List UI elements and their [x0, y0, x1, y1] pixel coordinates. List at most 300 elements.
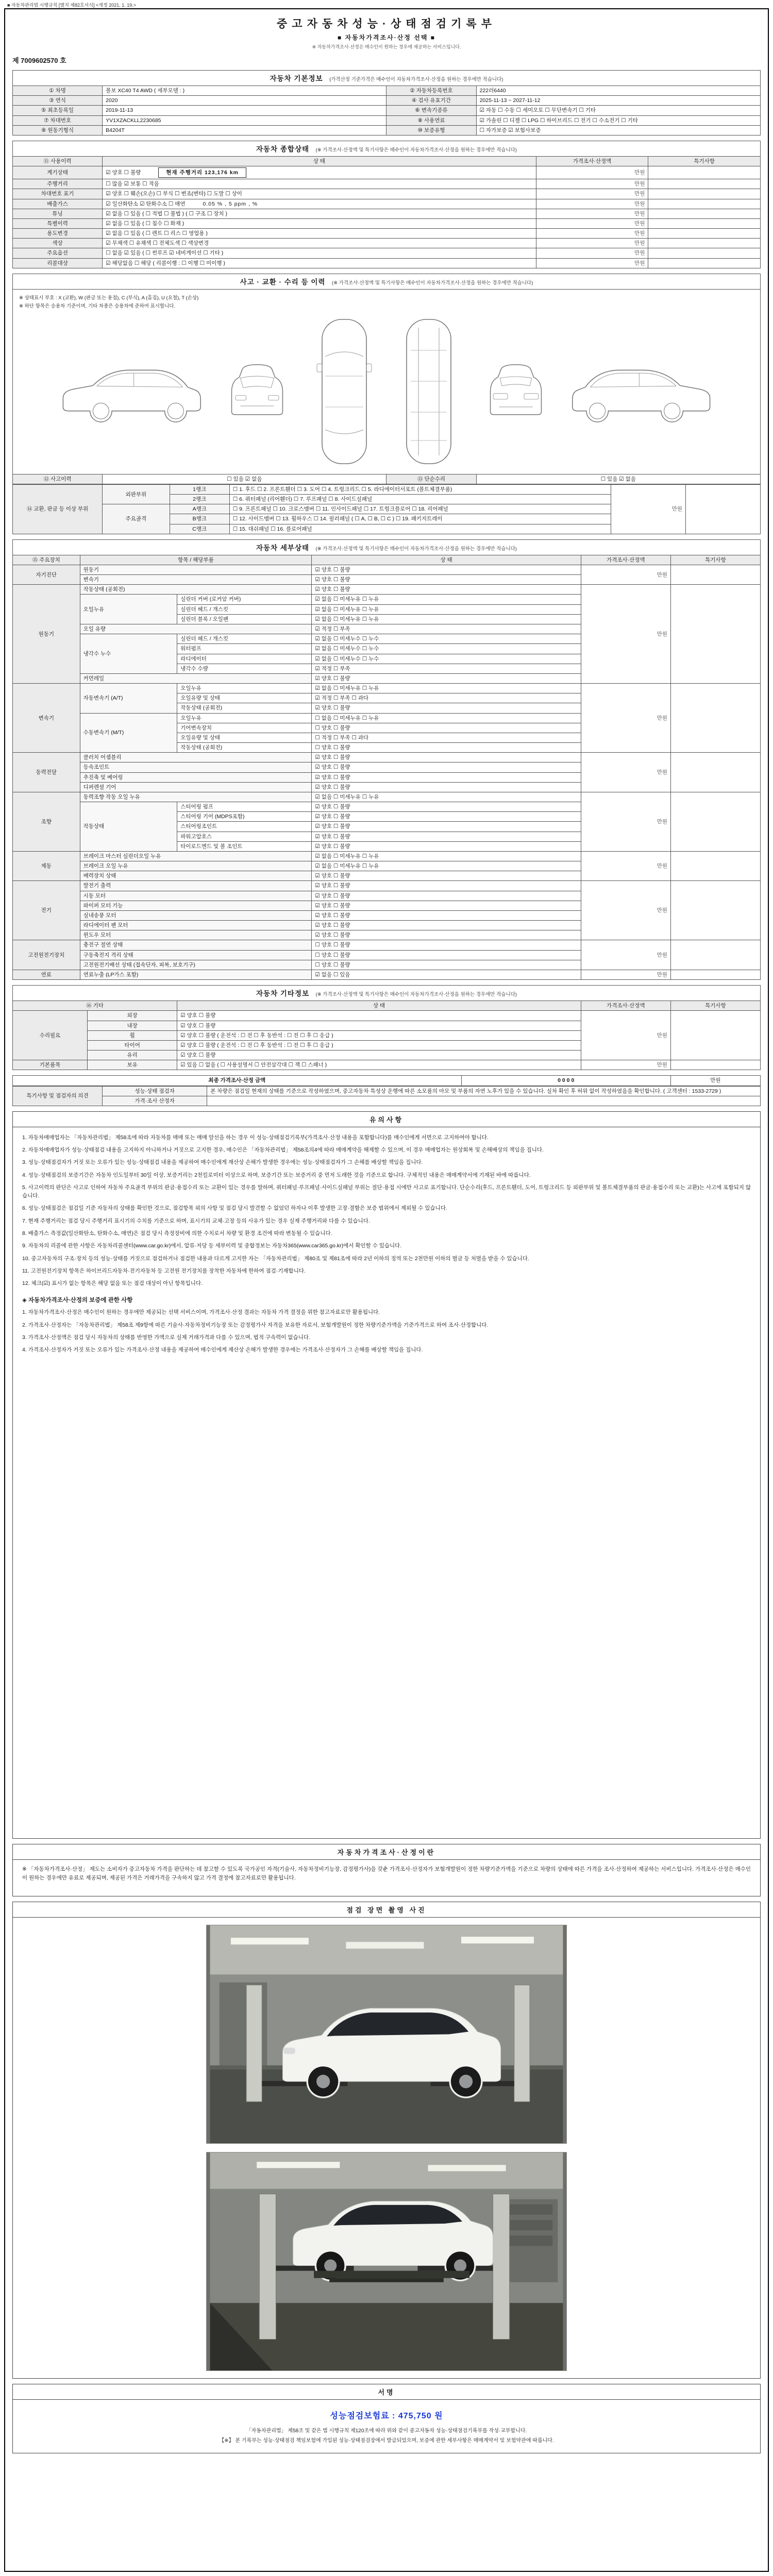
table-cell: 만원 — [581, 585, 670, 684]
table-cell: ☐ 양호 ☐ 불량 — [312, 940, 581, 950]
table-cell: ☐ 1. 후드 ☐ 2. 프론트휀더 ☐ 3. 도어 ☐ 4. 트렁크리드 ☐ 5. 라디에이터서포트 (볼트체결부품) — [229, 484, 611, 494]
table-cell: ☑ 양호 ☐ 불량 — [312, 812, 581, 822]
vin: YV1XZACKLL2230685 — [103, 115, 386, 125]
notice-item: 3. 가격조사·산정액은 점검 당시 자동차의 상태를 반영한 가액으로 실제 거래가격과 다를 수 있으며, 법적 구속력이 없습니다. — [22, 1334, 310, 1341]
table-cell: 만원 — [536, 189, 648, 199]
table-cell: 만원 — [581, 970, 670, 980]
table-cell: 만원 — [611, 484, 685, 534]
diagram-legend-codes: ※ 상태표시 부호 : X (교환), W (판금 또는 용접), C (부식), A (흠집), U (요철), T (손상) — [19, 295, 199, 301]
table-cell: ☐ 양호 ☐ 불량 — [312, 743, 581, 753]
table-cell: 만원 — [536, 248, 648, 258]
table-cell — [103, 166, 536, 179]
inspection-photo-2 — [206, 2152, 567, 2371]
table-cell: 작동상태 (공회전) — [177, 743, 312, 753]
section-price-info — [12, 1844, 761, 1896]
table-cell: ☑ 없음 ☐ 있음 ( ☐ 침수 ☐ 화재 ) — [103, 218, 536, 228]
table-cell: ☑ 없음 ☐ 있음 ( ☐ 렌트 ☐ 리스 ☐ 영업용 ) — [103, 229, 536, 239]
etc-section-header — [12, 985, 761, 1001]
table-cell: 변속기 — [13, 684, 80, 753]
table-cell: 주요옵션 — [13, 248, 103, 258]
table-row — [13, 753, 761, 762]
table-cell: ⑩ 보증유형 — [386, 125, 476, 135]
table-row — [13, 684, 761, 693]
photos-body — [13, 1918, 760, 2378]
table-cell: ☑ 적정 ☐ 부족 ☐ 과다 — [312, 693, 581, 703]
table-cell: 특기사항 — [670, 555, 760, 565]
notice-item: 8. 배출가스 측정값(일산화탄소, 탄화수소, 매연)은 점검 당시 측정장비에 의한 수치로서 차량 및 환경 조건에 따라 변동될 수 있습니다. — [22, 1230, 332, 1237]
table-row — [13, 239, 761, 248]
current-mileage: 현재 주행거리 123,176 km — [158, 167, 246, 178]
table-cell: 조향 — [13, 792, 80, 851]
table-cell: 배출가스 — [13, 199, 103, 209]
table-row — [13, 970, 761, 980]
table-cell: ☑ 없음 ☐ 미세누유 ☐ 누유 — [312, 851, 581, 861]
table-cell — [103, 199, 536, 209]
table-cell: ☑ 없음 ☐ 미세누유 ☐ 누유 — [312, 604, 581, 614]
table-cell — [207, 1096, 761, 1106]
section-final-price — [12, 1075, 761, 1106]
overall-section-header — [12, 141, 761, 156]
notices-sub-title: ◈ 자동차가격조사·산정의 보증에 관한 사항 — [22, 1297, 133, 1304]
table-cell: ☑ 양호 ☐ 불량 ( 운전석 : ☐ 전 ☐ 후 동반석 : ☐ 전 ☐ 후 ☐ 응급 ) — [177, 1040, 581, 1050]
table-cell: 만원 — [536, 179, 648, 189]
engine-type: B4204T — [103, 125, 386, 135]
table-cell: 만원 — [581, 684, 670, 753]
table-cell — [670, 684, 760, 753]
table-row — [13, 1096, 761, 1106]
table-cell: ☐ 없음 ☑ 있음 ( ☐ 썬루프 ☑ 네비게이션 ☐ 기타 ) — [103, 248, 536, 258]
table-cell — [648, 179, 761, 189]
table-cell: 발전기 출력 — [80, 881, 312, 891]
table-cell: 외장 — [88, 1011, 177, 1021]
table-cell: 배력장치 상태 — [80, 871, 312, 881]
table-cell: ☑ 있음 ☐ 없음 ( ☐ 사용설명서 ☐ 안전삼각대 ☐ 잭 ☐ 스패너 ) — [177, 1060, 581, 1070]
table-cell — [648, 248, 761, 258]
table-cell: 상 태 — [312, 555, 581, 565]
table-cell: 만원 — [581, 753, 670, 792]
table-cell: ☑ 양호 ☐ 불량 — [312, 910, 581, 920]
insurance-premium: 성능점검보험료 : 475,750 원 — [330, 2411, 443, 2420]
table-cell: 라디에이터 — [177, 654, 312, 664]
table-cell: 고전원전기장치 — [13, 940, 80, 970]
detail-condition-table — [12, 555, 761, 980]
table-cell — [648, 218, 761, 228]
table-row — [13, 218, 761, 228]
table-cell: 특기사항 및 점검자의 의견 — [13, 1086, 103, 1106]
table-cell: 2랭크 — [170, 495, 229, 504]
fuel-type: ☑ 가솔린 ☐ 디젤 ☐ LPG ☐ 하이브리드 ☐ 전기 ☐ 수소전기 ☐ 기타 — [476, 115, 760, 125]
table-cell: 만원 — [536, 209, 648, 218]
table-cell: ⑯ 기타 — [13, 1001, 177, 1011]
car-diagram-rear — [480, 314, 552, 469]
table-cell: ⑬ 단순수리 — [386, 474, 476, 484]
etc-info-table — [12, 1001, 761, 1070]
table-cell: 원동기 — [13, 585, 80, 684]
table-cell: 만원 — [536, 199, 648, 209]
first-registration-date: 2019-11-13 — [103, 106, 386, 115]
table-cell: 타이어 — [88, 1040, 177, 1050]
table-cell: 스티어링조인트 — [177, 822, 312, 832]
car-diagram-side-left — [54, 314, 204, 469]
table-cell: 추진축 및 베어링 — [80, 772, 312, 782]
table-cell — [670, 792, 760, 851]
table-cell — [670, 1060, 760, 1070]
table-cell: 오일유량 및 상태 — [177, 693, 312, 703]
transmission-type: ☑ 자동 ☐ 수동 ☐ 세미오토 ☐ 무단변속기 ☐ 기타 — [476, 106, 760, 115]
notices-list — [22, 1133, 751, 1287]
notice-item: 6. 성능·상태점검은 점검일 기준 자동차의 상태를 확인한 것으로, 점검항목 외의 사항 및 점검 당시 발견할 수 없었던 하자나 이후 발생한 고장·결함은 보증 범위에서 제외될 수 있습니다. — [22, 1205, 447, 1212]
table-cell: C랭크 — [170, 524, 229, 534]
table-row — [13, 1001, 761, 1011]
table-cell: 오일누유 — [177, 684, 312, 693]
table-row — [13, 851, 761, 861]
table-cell: ☑ 없음 ☐ 미세누유 ☐ 누유 — [312, 595, 581, 604]
final-price-table — [12, 1075, 761, 1086]
table-cell: ⑪ 사용이력 — [13, 156, 103, 166]
table-cell — [648, 229, 761, 239]
table-cell: 용도변경 — [13, 229, 103, 239]
notice-item: 7. 현재 주행거리는 점검 당시 주행거리 표시기의 수치를 기준으로 하며, 표시기의 교체·고장 등의 사유가 있는 경우 실제 주행거리와 다를 수 있습니다. — [22, 1217, 370, 1224]
accident-section-header — [12, 274, 761, 289]
table-cell: 계기상태 — [13, 166, 103, 179]
table-cell: 실린더 블록 / 오일팬 — [177, 614, 312, 624]
table-cell: 특별이력 — [13, 218, 103, 228]
diagram-legend-note: ※ 하단 항목은 승용차 기준이며, 기타 차종은 승용차에 준하여 표시합니다. — [19, 303, 176, 309]
table-row — [13, 585, 761, 595]
etc-section-title: 자동차 기타정보 — [256, 990, 310, 998]
table-cell: ☑ 양호 ☐ 불량 — [312, 772, 581, 782]
accident-history: ☐ 있음 ☑ 없음 — [103, 474, 386, 484]
table-row — [13, 565, 761, 574]
table-cell: 만원 — [581, 565, 670, 584]
table-cell: 라디에이터 팬 모터 — [80, 921, 312, 930]
table-cell: 연료누출 (LP가스 포함) — [80, 970, 312, 980]
table-cell: ☐ 15. 대쉬패널 ☐ 16. 플로어패널 — [229, 524, 611, 534]
table-cell: 작동상태 — [80, 802, 177, 852]
table-cell: 내장 — [88, 1021, 177, 1030]
table-cell — [670, 851, 760, 881]
table-cell: 와이퍼 모터 기능 — [80, 901, 312, 910]
table-cell: ☑ 없음 ☐ 미세누유 ☐ 누유 — [312, 861, 581, 871]
table-cell — [648, 189, 761, 199]
table-cell: ☑ 없음 ☐ 있음 ( ☐ 적법 ☐ 불법 ) ( ☐ 구조 ☐ 장치 ) — [103, 209, 536, 218]
model-year: 2020 — [103, 96, 386, 106]
table-cell — [685, 484, 760, 534]
table-cell: 워터펌프 — [177, 644, 312, 654]
signature-note-line: 【※】 본 기록부는 성능·상태점검 책임보험에 가입된 성능·상태점검장에서 발급되었으며, 보증에 관한 세부사항은 매매계약서 및 보험약관에 따릅니다. — [219, 2437, 554, 2444]
table-cell: ☑ 양호 ☐ 불량 — [312, 871, 581, 881]
section-inspection-photos — [12, 1902, 761, 2379]
table-cell: 전기 — [13, 881, 80, 940]
table-cell: 파워고압호스 — [177, 832, 312, 841]
signature-law-line: 「자동차관리법」 제58조 및 같은 법 시행규칙 제120조에 따라 위와 같이 중고자동차 성능·상태점검기록부를 작성·교부합니다. — [246, 2428, 527, 2434]
table-cell: 가격조사·산정액 — [581, 555, 670, 565]
section-signature — [12, 2384, 761, 2453]
table-cell: ☐ 적정 ☐ 부족 ☐ 과다 — [312, 733, 581, 742]
table-row — [13, 258, 761, 268]
table-cell: ⑭ 교환, 판금 등 이상 부위 — [13, 484, 103, 534]
panel-damage-table — [12, 484, 761, 534]
signature-body — [13, 2400, 760, 2453]
price-info-title: 자동차가격조사·산정이란 — [13, 1844, 760, 1860]
table-cell: ☐ 6. 쿼터패널 (리어휀더) ☐ 7. 루프패널 ☐ 8. 사이드실패널 — [229, 495, 611, 504]
notice-item: 10. 중고자동차의 구조·장치 등의 성능·상태를 거짓으로 점검하거나 점검한 내용과 다르게 고지한 자는 「자동차관리법」 제80조 및 제81조에 따라 2년 이하의 징역 또는 2천만원 이하의 벌금 등 처벌을 받을 수 있습니다. — [22, 1255, 529, 1262]
table-cell: 특기사항 — [648, 156, 761, 166]
table-cell: 보유 — [88, 1060, 177, 1070]
table-cell: ⑦ 차대번호 — [13, 115, 103, 125]
notice-item: 1. 자동차매매업자는 「자동차관리법」 제58조에 따라 자동차를 매매 또는 매매 알선을 하는 경우 이 성능·상태점검기록부(가격조사·산정 내용을 포함합니다)를 매수인에게 서면으로 고지하여야 합니다. — [22, 1134, 489, 1141]
table-row — [13, 125, 761, 135]
etc-section-note: (※ 가격조사·산정액 및 특기사항은 매수인이 자동차가격조사·산정을 원하는 경우에만 적습니다) — [315, 992, 517, 998]
section-notices — [12, 1111, 761, 1839]
table-cell: ☐ 9. 프론트패널 ☐ 10. 크로스멤버 ☐ 11. 인사이드패널 ☐ 17. 트렁크플로어 ☐ 18. 리어패널 — [229, 504, 611, 514]
table-row — [13, 179, 761, 189]
table-cell — [670, 585, 760, 684]
table-cell: ☑ 양호 ☐ 불량 — [312, 841, 581, 851]
table-row — [13, 156, 761, 166]
table-cell: ⑫ 사고이력 — [13, 474, 103, 484]
document-subnote: ※ 자동차가격조사·산정은 매수인이 원하는 경우에 제공하는 서비스입니다. — [312, 44, 461, 49]
table-cell: 고전원전기배선 상태 (접속단자, 피복, 보호기구) — [80, 960, 312, 970]
notices-sub-list — [22, 1308, 751, 1354]
notice-item: 3. 성능·상태점검자가 거짓 또는 오류가 있는 성능·상태점검 내용을 제공하여 매수인에게 재산상 손해가 발생한 경우에는 성능·상태점검자가 그 손해를 배상할 책임을 집니다. — [22, 1159, 423, 1166]
table-cell: 최종 가격조사·산정 금액 — [13, 1076, 462, 1086]
table-cell: 1랭크 — [170, 484, 229, 494]
car-diagram-side-right — [569, 314, 719, 469]
table-cell: ☑ 없음 ☐ 미세누수 ☐ 누수 — [312, 654, 581, 664]
table-cell: ☑ 양호 ☐ 불량 — [312, 822, 581, 832]
table-row — [13, 209, 761, 218]
table-cell: 외판부위 — [103, 484, 170, 504]
table-cell: ☑ 양호 ☐ 불량 — [312, 921, 581, 930]
accident-section-note: (※ 가격조사·산정액 및 특기사항은 매수인이 자동차가격조사·산정을 원하는 경우에만 적습니다) — [331, 280, 533, 286]
table-cell: 연료 — [13, 970, 80, 980]
table-cell: 등속조인트 — [80, 762, 312, 772]
table-cell: 오일누유 — [80, 595, 177, 624]
table-cell: ☑ 없음 ☐ 미세누수 ☐ 누수 — [312, 644, 581, 654]
notice-item: 4. 가격조사·산정자가 거짓 또는 오류가 있는 가격조사·산정 내용을 제공하여 매수인에게 재산상 손해가 발생한 경우에는 가격조사·산정자가 그 손해를 배상할 책임을 집니다. — [22, 1347, 423, 1353]
table-cell: 만원 — [581, 792, 670, 851]
table-cell — [648, 258, 761, 268]
table-cell: 차대번호 표기 — [13, 189, 103, 199]
table-cell: ☑ 양호 ☐ 불량 ( 운전석 : ☐ 전 ☐ 후 동반석 : ☐ 전 ☐ 후 ☐ 응급 ) — [177, 1030, 581, 1040]
table-cell: 색상 — [13, 239, 103, 248]
detail-section-title: 자동차 세부상태 — [256, 544, 310, 552]
detail-section-header — [12, 539, 761, 555]
notice-item: 5. 사고이력의 판단은 사고로 인하여 자동차 주요골격 부위의 판금·용접수리 또는 교환이 있는 경우를 말하며, 쿼터패널·루프패널·사이드실패널 부위는 절단·용접 시에만 사고로 표기합니다. 단순수리(후드, 프론트휀더, 도어, 트렁크리드 등 외판부위 및 볼트체결부품의 판금·용접수리 또는 교환)는 사고에 포함되지 않습니다. — [22, 1184, 751, 1199]
table-row — [13, 1076, 761, 1086]
table-cell: ☑ 양호 ☐ 불량 — [312, 762, 581, 772]
table-cell: 가격조사·산정액 — [536, 156, 648, 166]
table-cell — [670, 970, 760, 980]
table-cell: 만원 — [581, 940, 670, 970]
table-cell: ☐ 양호 ☐ 불량 — [312, 960, 581, 970]
table-cell: ☑ 양호 ☐ 불량 — [312, 585, 581, 595]
table-cell: ☐ 12. 사이드멤버 ☐ 13. 휠하우스 ☐ 14. 필러패널 ( ☐ A, ☐ B, ☐ C ) ☐ 19. 패키지트레이 — [229, 514, 611, 524]
table-cell: 타이로드엔드 및 볼 조인트 — [177, 841, 312, 851]
table-cell: ☐ 양호 ☐ 불량 — [312, 723, 581, 733]
table-cell — [670, 565, 760, 584]
car-diagram-top — [311, 314, 378, 469]
car-diagram-underbody — [395, 314, 462, 469]
document-number: 제 7009602570 호 — [12, 57, 66, 64]
table-cell: 가격조사·산정액 — [581, 1001, 670, 1011]
table-cell: 작동상태 (공회전) — [80, 585, 312, 595]
table-cell: ☑ 양호 ☐ 불량 — [312, 881, 581, 891]
notice-item: 11. 고전원전기장치 항목은 하이브리드자동차·전기자동차 등 고전원 전기장치를 장착한 자동차에 한하여 점검·기재합니다. — [22, 1267, 306, 1274]
document-header — [12, 15, 761, 65]
table-row — [13, 881, 761, 891]
table-row — [13, 189, 761, 199]
table-cell: ☑ 양호 ☐ 불량 — [312, 930, 581, 940]
table-cell: 냉각수 누수 — [80, 634, 177, 674]
table-cell: 실내송풍 모터 — [80, 910, 312, 920]
table-cell — [648, 166, 761, 179]
table-cell: 상 태 — [103, 156, 536, 166]
table-cell: 스티어링 기어 (MDPS포함) — [177, 812, 312, 822]
table-cell: 특기사항 — [670, 1001, 760, 1011]
table-row — [13, 106, 761, 115]
notice-item: 1. 자동차가격조사·산정은 매수인이 원하는 경우에만 제공되는 선택 서비스이며, 가격조사·산정 결과는 자동차 가격 결정을 위한 참고자료로만 활용됩니다. — [22, 1309, 380, 1316]
table-cell — [670, 1011, 760, 1060]
table-cell: ☑ 없음 ☐ 미세누유 ☐ 누유 — [312, 614, 581, 624]
table-row — [13, 474, 761, 484]
table-cell: 디퍼렌셜 기어 — [80, 782, 312, 792]
table-cell: ☑ 적정 ☐ 부족 — [312, 664, 581, 673]
warranty-type: ☐ 자가보증 ☑ 보험사보증 — [476, 125, 760, 135]
table-cell: ③ 연식 — [13, 96, 103, 106]
inspection-photo-1 — [206, 1925, 567, 2144]
table-cell: ☐ 없음 ☐ 미세누유 ☐ 누유 — [312, 713, 581, 723]
cell-text: ☑ 양호 ☐ 불량 — [106, 170, 141, 176]
price-info-body: ※ 「자동차가격조사·산정」 제도는 소비자가 중고자동차 가격을 판단하는 데 참고할 수 있도록 국가공인 자격(기술사, 자동차정비기능장, 감정평가사)을 갖춘 가격조사·산정자가 보험개발원이 정한 차량기준가액을 기준으로 차량의 상태에 따른 가격을 조사·산정하여 제공하는 서비스입니다. 가격조사·산정은 매수인이 원하는 경우에만 유료로 제공되며, 제공된 가격은 거래가격을 구속하지 않고 가격 결정에 참고자료로만 활용됩니다. — [22, 1866, 751, 1882]
table-cell: 항목 / 해당부품 — [80, 555, 312, 565]
table-cell: 오일유량 및 상태 — [177, 733, 312, 742]
section-accident-history — [12, 274, 761, 534]
table-cell: 제동 — [13, 851, 80, 881]
table-cell: ☑ 양호 ☐ 불량 — [312, 673, 581, 683]
table-cell: ☐ 양호 ☐ 불량 — [312, 950, 581, 960]
table-cell: 기어변속장치 — [177, 723, 312, 733]
table-row — [13, 229, 761, 239]
notice-item: 12. 체크(☑) 표시가 없는 항목은 해당 없음 또는 점검 대상이 아닌 항목입니다. — [22, 1280, 203, 1287]
table-cell: 만원 — [581, 881, 670, 940]
table-cell: 스티어링 펌프 — [177, 802, 312, 812]
form-reference: ■ 자동차관리법 시행규칙 [별지 제82호서식] <개정 2021. 1. 19.> — [7, 3, 136, 8]
table-cell: 클러치 어셈블리 — [80, 753, 312, 762]
table-cell: 가격·조사 산정자 — [103, 1096, 207, 1106]
table-cell: ④ 검사 유효기간 — [386, 96, 476, 106]
photos-title: 점검 장면 촬영 사진 — [13, 1902, 760, 1918]
table-cell: 구동축전지 격리 상태 — [80, 950, 312, 960]
basic-section-title: 자동차 기본정보 — [270, 75, 323, 82]
detail-section-note: (※ 가격조사·산정액 및 특기사항은 매수인이 자동차가격조사·산정을 원하는 경우에만 적습니다) — [315, 546, 517, 552]
inspection-valid-period: 2025-11-13 ~ 2027-11-12 — [476, 96, 760, 106]
table-cell: 실린더 커버 (로커암 커버) — [177, 595, 312, 604]
inspector-opinion: 본 차량은 점검일 현재의 상태를 기준으로 작성하였으며, 중고자동차 특성상 운행에 따른 소모품의 마모 및 부품의 자연 노후가 있을 수 있습니다. 실차 확인 후 허위 없이 작성하였음을 확인합니다. ( 고객센터 : 1533-2729 ) — [207, 1086, 761, 1096]
table-cell: 주요골격 — [103, 504, 170, 534]
car-diagram-panel — [12, 289, 761, 474]
notices-title: 유의사항 — [13, 1112, 760, 1127]
table-cell: B랭크 — [170, 514, 229, 524]
document-title: 중고자동차성능·상태점검기록부 — [277, 18, 496, 30]
table-cell: ☑ 양호 ☐ 불량 — [312, 832, 581, 841]
table-cell: ⑥ 변속기종류 — [386, 106, 476, 115]
section-detail-condition — [12, 539, 761, 980]
table-cell: ☑ 양호 ☐ 불량 — [312, 565, 581, 574]
notice-item: 2. 가격조사·산정자는 「자동차관리법」 제58조 제9항에 따른 기술사·자동차정비기능장 또는 감정평가사 자격을 보유한 자로서, 보험개발원이 정한 차량기준가액을 기준가격으로 하여 조사·산정합니다. — [22, 1321, 489, 1328]
table-cell: 원동기 — [80, 565, 312, 574]
table-cell — [670, 940, 760, 970]
table-cell: 브레이크 마스터 실린더오일 누유 — [80, 851, 312, 861]
plate-number: 222러6440 — [476, 86, 760, 96]
table-cell — [648, 209, 761, 218]
inspection-photo-2-image — [207, 2153, 566, 2370]
overall-section-note: (※ 가격조사·산정액 및 특기사항은 매수인이 자동차가격조사·산정을 원하는 경우에만 적습니다) — [315, 147, 517, 153]
table-row — [13, 1011, 761, 1021]
table-cell: ☑ 양호 ☐ 불량 — [177, 1021, 581, 1030]
table-row — [13, 940, 761, 950]
table-cell: ⑮ 주요장치 — [13, 555, 80, 565]
table-cell: 만원 — [536, 258, 648, 268]
signature-title: 서명 — [13, 2384, 760, 2400]
notices-body — [13, 1127, 760, 1838]
table-cell: 상 태 — [177, 1001, 581, 1011]
table-cell: ⑨ 원동기형식 — [13, 125, 103, 135]
table-cell: 동력전달 — [13, 753, 80, 792]
table-cell: 만원 — [670, 1076, 760, 1086]
table-cell: ☑ 적정 ☐ 부족 — [312, 624, 581, 634]
table-cell: 오일누유 — [177, 713, 312, 723]
table-cell: ☑ 양호 ☐ 불량 — [312, 901, 581, 910]
table-cell: ☑ 없음 ☐ 있음 — [312, 970, 581, 980]
table-cell: 주행거리 — [13, 179, 103, 189]
table-row — [13, 792, 761, 802]
table-cell: 만원 — [581, 851, 670, 881]
table-cell: 만원 — [536, 218, 648, 228]
accident-status-table — [12, 474, 761, 484]
document-subtitle: ■ 자동차가격조사·산정 선택 ■ — [337, 34, 435, 41]
table-cell: 시동 모터 — [80, 891, 312, 901]
car-diagram-front — [221, 314, 293, 469]
table-cell: ☑ 양호 ☐ 불량 — [177, 1050, 581, 1060]
table-cell: A랭크 — [170, 504, 229, 514]
table-cell: ⑧ 사용연료 — [386, 115, 476, 125]
table-cell: ☑ 양호 ☐ 훼손(오손) ☐ 부식 ☐ 변조(변타) ☐ 도말 ☐ 상이 — [103, 189, 536, 199]
table-cell: 기본품목 — [13, 1060, 88, 1070]
table-row — [13, 248, 761, 258]
document-frame — [4, 8, 769, 2572]
table-cell: ☐ 많음 ☑ 보통 ☐ 적음 — [103, 179, 536, 189]
table-cell: 만원 — [581, 1060, 670, 1070]
notice-item: 4. 성능·상태점검의 보증기간은 자동차 인도일부터 30일 이상, 보증거리는 2천킬로미터 이상으로 하며, 보증기간 또는 보증거리 중 먼저 도래한 것을 기준으로 합니다. 구체적인 내용은 매매계약서에 기재된 바에 따릅니다. — [22, 1172, 531, 1178]
table-cell: 만원 — [536, 166, 648, 179]
final-price-digits: 0 0 0 0 — [461, 1076, 670, 1086]
table-cell: ☑ 양호 ☐ 불량 — [177, 1011, 581, 1021]
table-cell: 수리필요 — [13, 1011, 88, 1060]
table-row — [13, 166, 761, 179]
table-cell: 오일 유량 — [80, 624, 312, 634]
overall-section-title: 자동차 종합상태 — [256, 145, 310, 153]
table-cell: ☑ 양호 ☐ 불량 — [312, 802, 581, 812]
table-cell: ① 차명 — [13, 86, 103, 96]
inspector-opinion-table — [12, 1086, 761, 1106]
table-cell: ☑ 양호 ☐ 불량 — [312, 782, 581, 792]
table-cell: 만원 — [581, 1011, 670, 1060]
vehicle-name: 볼보 XC40 T4 AWD ( 세부모델 : ) — [103, 86, 386, 96]
table-cell: ☑ 양호 ☐ 불량 — [312, 575, 581, 585]
table-cell: 튜닝 — [13, 209, 103, 218]
